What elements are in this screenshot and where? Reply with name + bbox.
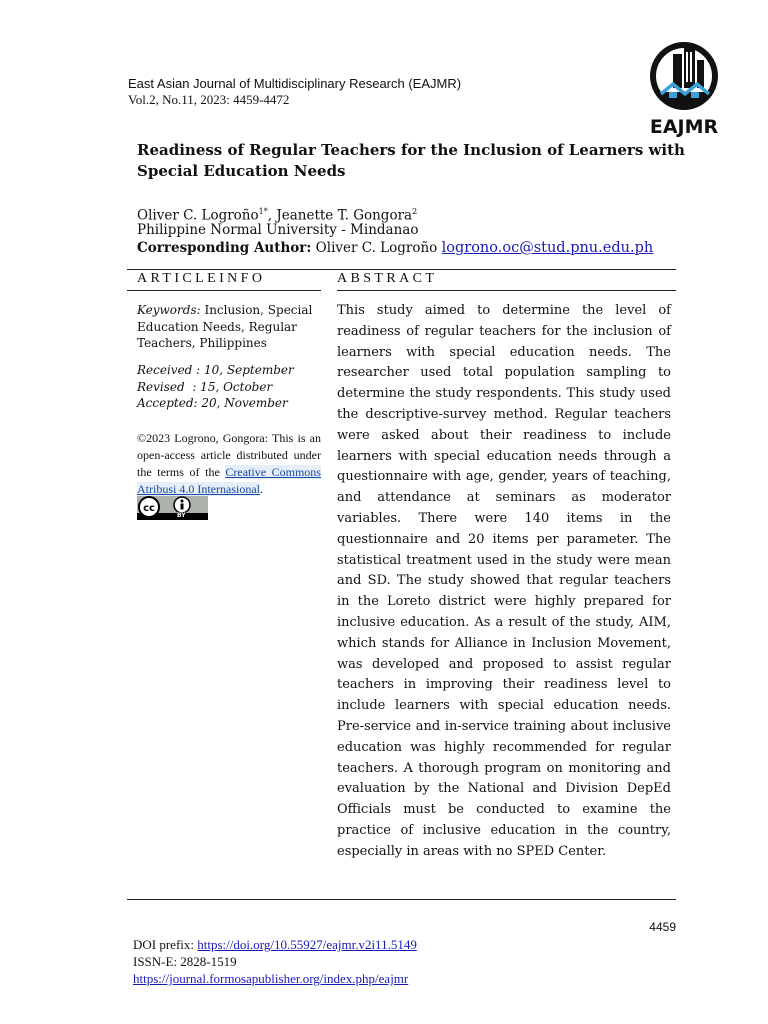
creative-commons-link[interactable]: Creative Commons Atribusi 4.0 Internasional xyxy=(137,465,321,496)
author-name: Oliver C. Logroño xyxy=(137,207,259,224)
journal-name: East Asian Journal of Multidisciplinary Research (EAJMR) xyxy=(128,76,462,91)
journal-url-link[interactable]: https://journal.formosapublisher.org/index.php/eajmr xyxy=(133,971,409,986)
accepted-date: Accepted: 20, November xyxy=(137,396,288,410)
license-end: . xyxy=(259,482,263,496)
eajmr-logo xyxy=(643,42,725,140)
author-separator: , xyxy=(267,207,277,224)
keywords-label: Keywords: xyxy=(137,303,201,317)
article-info-heading: ARTICLEINFO xyxy=(137,271,266,286)
license-statement xyxy=(137,430,321,498)
cc-by-label: BY xyxy=(177,512,186,519)
author-affiliation-mark: 2 xyxy=(412,207,418,216)
cc-by-icon xyxy=(137,496,208,520)
corresponding-label: Corresponding Author: xyxy=(137,240,312,256)
corresponding-author xyxy=(137,239,653,257)
received-date: Received : 10, September xyxy=(137,363,294,377)
abstract-heading: ABSTRACT xyxy=(337,271,438,286)
top-divider xyxy=(127,269,676,270)
corresponding-name: Oliver C. Logroño xyxy=(311,240,442,256)
logo-text: EAJMR xyxy=(649,116,719,138)
article-dates xyxy=(137,362,322,412)
bottom-divider xyxy=(127,899,676,900)
revised-date: Revised : 15, October xyxy=(137,379,273,394)
affiliation: Philippine Normal University - Mindanao xyxy=(137,222,419,238)
corresponding-email-link[interactable]: logrono.oc@stud.pnu.edu.ph xyxy=(441,240,654,256)
cc-by-badge[interactable] xyxy=(137,496,208,520)
info-heading-divider xyxy=(127,290,321,291)
svg-text:cc: cc xyxy=(143,503,155,514)
page-number: 4459 xyxy=(649,920,676,934)
author-name: Jeanette T. Gongora xyxy=(276,207,413,224)
keywords xyxy=(137,302,322,352)
keywords-list: Inclusion, Special Education Needs, Regular Teachers, Philippines xyxy=(137,303,313,350)
paper-title: Readiness of Regular Teachers for the Inclusion of Learners with Special Education Needs xyxy=(137,141,685,180)
doi-line xyxy=(133,936,417,953)
doi-label: DOI prefix: xyxy=(133,937,198,952)
journal-volume: Vol.2, No.11, 2023: 4459-4472 xyxy=(128,92,290,107)
abstract-text: This study aimed to determine the level of readiness of regular teachers for the inclusion of learners with special education needs. The researcher used total population sampling to determine the study respondents. This study used the descriptive-survey method. Regular teachers were asked about their readiness to include learners with special education needs through a questionnaire with age, gender, years of teaching, and attendance at seminars as moderator variables. There were 140 items in the questionnaire and 20 items per parameter. The statistical treatment used in the study were mean and SD. The study showed that regular teachers in the Loreto district were highly prepared for inclusive education. As a result of the study, AIM, which stands for Alliance in Inclusion Movement, was developed and proposed to assist regular teachers in improving their readiness level to include learners with special education needs. Pre-service and in-service training about inclusive education was highly recommended for regular teachers. A thorough program on monitoring and evaluation by the National and Division DepEd Officials must be conducted to examine the practice of inclusive education in the country, especially in areas with no SPED Center. xyxy=(337,303,671,859)
author-affiliation-mark: 1* xyxy=(258,207,268,216)
abstract-heading-divider xyxy=(337,290,676,291)
issn: ISSN-E: 2828-1519 xyxy=(133,954,237,969)
doi-link[interactable]: https://doi.org/10.55927/eajmr.v2i11.5149 xyxy=(197,937,417,952)
license-text: ©2023 Logrono, Gongora: This is an open-access article distributed under the terms of the xyxy=(137,431,321,479)
journal-url-line xyxy=(133,970,408,987)
